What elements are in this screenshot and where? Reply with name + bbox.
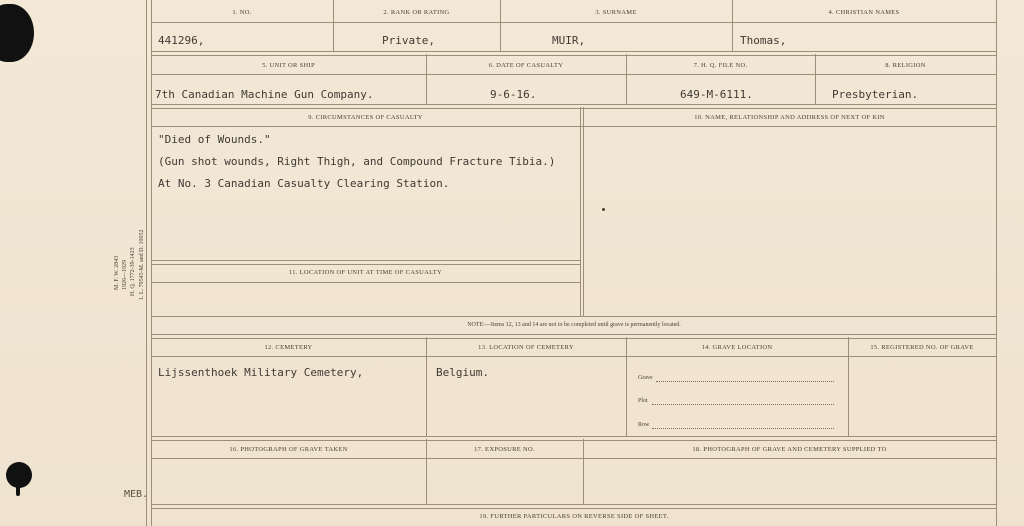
header-grave-location: 14. GRAVE LOCATION (701, 344, 773, 351)
header-unit: 5. UNIT OR SHIP (262, 62, 315, 69)
header-no: 1. NO. (232, 9, 252, 16)
header-date: 6. DATE OF CASUALTY (488, 62, 564, 69)
header-registered-no: 15. REGISTERED NO. OF GRAVE (870, 344, 974, 351)
header-cemetery: 12. CEMETERY (264, 344, 313, 351)
header-religion: 8. RELIGION (885, 62, 926, 69)
footer-further-particulars: 19. FURTHER PARTICULARS ON REVERSE SIDE OF SHEET. (479, 513, 669, 520)
value-christian-names: Thomas, (740, 34, 787, 47)
header-exposure-no: 17. EXPOSURE NO. (474, 446, 535, 453)
value-cemetery: Lijssenthoek Military Cemetery, (158, 366, 364, 379)
value-date: 9-6-16. (490, 88, 537, 101)
ink-dot (602, 208, 605, 211)
circumstance-line-2: (Gun shot wounds, Right Thigh, and Compound Fracture Tibia.) (158, 155, 556, 168)
note-text: NOTE:—Items 12, 13 and 14 are not to be completed until grave is permanently located. (467, 322, 681, 328)
header-location-of-unit: 11. LOCATION OF UNIT AT TIME OF CASUALTY (288, 269, 443, 276)
header-christian-names: 4. CHRISTIAN NAMES (828, 9, 900, 16)
value-surname: MUIR, (552, 34, 586, 47)
plot-field-label: Plot (638, 398, 648, 404)
value-rank: Private, (382, 34, 435, 47)
header-rank: 2. RANK OR RATING (383, 9, 450, 16)
header-hq-file: 7. H. Q. FILE NO. (693, 62, 748, 69)
side-form-code-1: M. F. W. 2843 (114, 255, 120, 290)
value-location-of-cemetery: Belgium. (436, 366, 489, 379)
header-location-of-cemetery: 13. LOCATION OF CEMETERY (478, 344, 574, 351)
side-form-code-3: 1. L. 79545-M. and D. 10052 (139, 229, 145, 300)
side-form-code-4: 1926—1929 (122, 260, 128, 290)
value-no: 441296, (158, 34, 205, 47)
header-photo-taken: 16. PHOTOGRAPH OF GRAVE TAKEN (229, 446, 348, 453)
side-form-code-2: H. Q. 1772-39-1423 (130, 247, 136, 296)
circumstance-line-1: "Died of Wounds." (158, 133, 271, 146)
header-surname: 3. SURNAME (595, 9, 637, 16)
value-unit: 7th Canadian Machine Gun Company. (155, 88, 374, 101)
clerk-initials: MEB. (124, 489, 149, 500)
row-field-label: Row (638, 422, 650, 428)
punch-hole-bottom-tail (16, 484, 20, 496)
header-circumstances: 9. CIRCUMSTANCES OF CASUALTY (308, 114, 423, 121)
circumstance-line-3: At No. 3 Canadian Casualty Clearing Station. (158, 177, 450, 190)
punch-hole-top (0, 4, 34, 62)
value-religion: Presbyterian. (832, 88, 919, 101)
header-photo-supplied: 18. PHOTOGRAPH OF GRAVE AND CEMETERY SUPPLIED TO (692, 446, 887, 453)
header-next-of-kin: 10. NAME, RELATIONSHIP AND ADDRESS OF NEXT OF KIN (694, 114, 885, 121)
value-hq-file: 649-M-6111. (680, 88, 753, 101)
grave-field-label: Grave (638, 375, 653, 381)
